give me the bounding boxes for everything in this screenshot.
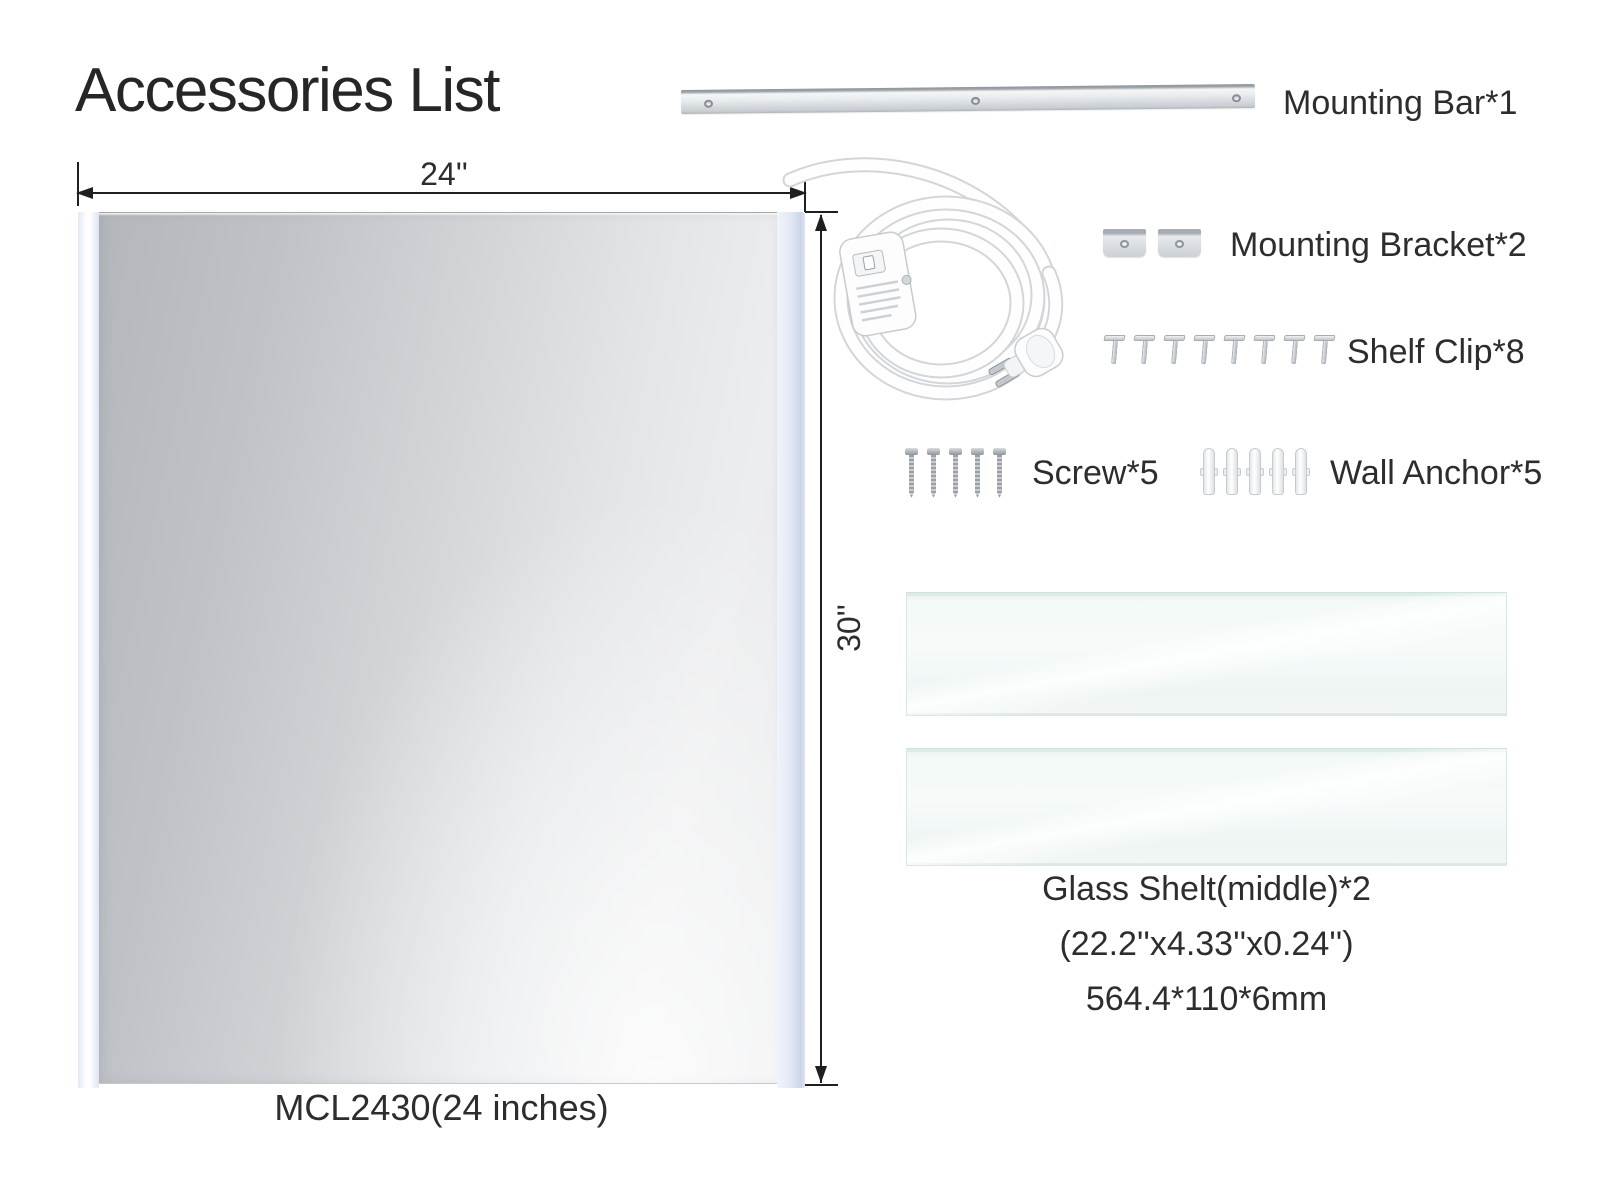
glass-shelf-icon (906, 748, 1507, 866)
wall-anchors-group (1203, 448, 1307, 495)
shelf-clips-group (1104, 334, 1337, 368)
shelf-clip-icon (1314, 334, 1337, 368)
wall-anchor-icon (1203, 448, 1215, 495)
power-cord-icon (798, 155, 1088, 415)
glass-shelf-label: Glass Shelt(middle)*2 (1042, 870, 1371, 908)
screw-icon (949, 448, 962, 498)
shelf-clip-icon (1254, 334, 1277, 368)
bar-hole-icon (704, 99, 713, 107)
wall-anchor-icon (1249, 448, 1261, 495)
mirror-face (99, 212, 777, 1084)
screw-icon (993, 448, 1006, 498)
wall-anchor-icon (1295, 448, 1307, 495)
mounting-bar-icon (681, 84, 1255, 114)
mounting-bracket-icon (1158, 229, 1201, 257)
page-title: Accessories List (75, 56, 499, 125)
mounting-bracket-label: Mounting Bracket*2 (1230, 226, 1527, 264)
mounting-bracket-icon (1103, 229, 1146, 257)
shelf-clip-icon (1164, 334, 1187, 368)
shelf-clip-icon (1104, 334, 1127, 368)
screw-label: Screw*5 (1032, 454, 1159, 492)
height-dimension-label: 30'' (830, 604, 867, 652)
mirror-image (78, 212, 805, 1084)
mirror-led-strip-left (78, 212, 99, 1088)
mounting-bar-label: Mounting Bar*1 (1283, 84, 1518, 122)
glass-shelf-text (906, 862, 1507, 1027)
glass-shelf-size-mm: 564.4*110*6mm (1085, 980, 1328, 1018)
shelf-clip-icon (1194, 334, 1217, 368)
shelf-clip-icon (1134, 334, 1157, 368)
glass-shelf-icon (906, 592, 1507, 716)
glass-shelf-size-inches: (22.2''x4.33''x0.24'') (1059, 925, 1354, 963)
bar-hole-icon (971, 96, 980, 104)
width-dimension-label: 24'' (420, 156, 468, 192)
screws-group (905, 448, 1006, 498)
mirror-model-label: MCL2430(24 inches) (274, 1087, 609, 1128)
wall-anchor-label: Wall Anchor*5 (1330, 454, 1543, 492)
shelf-clip-label: Shelf Clip*8 (1347, 333, 1525, 371)
screw-icon (905, 448, 918, 498)
wall-anchor-icon (1226, 448, 1238, 495)
shelf-clip-icon (1224, 334, 1247, 368)
screw-icon (971, 448, 984, 498)
screw-icon (927, 448, 940, 498)
wall-anchor-icon (1272, 448, 1284, 495)
shelf-clip-icon (1284, 334, 1307, 368)
bar-hole-icon (1232, 94, 1241, 102)
